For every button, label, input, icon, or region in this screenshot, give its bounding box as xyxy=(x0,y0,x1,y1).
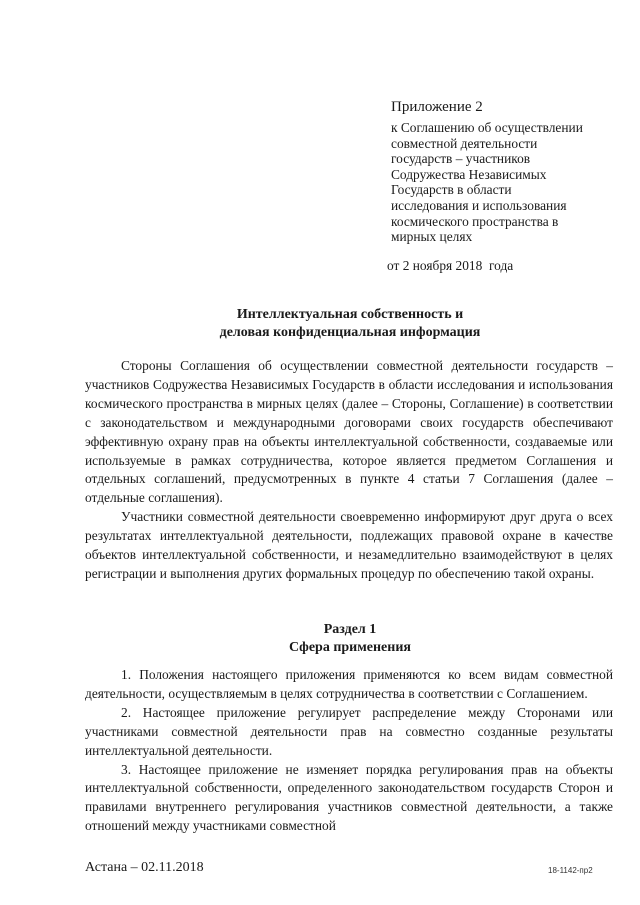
annex-date: от 2 ноября 2018 года xyxy=(387,258,514,273)
annex-line: Государств в области xyxy=(391,182,512,198)
paragraph: 3. Настоящее приложение не изменяет порядка регулирования прав на объекты интеллектуальной собственности, определенного законодательством государств Сторон и правилами внутреннего регулирования участников совместной деятельности, а также отношений между участниками совместной xyxy=(85,761,613,834)
document-title-line: деловая конфиденциальная информация xyxy=(219,325,481,340)
annex-line: исследования и использования xyxy=(391,197,567,213)
footer-place-date: Астана – 02.11.2018 xyxy=(85,860,204,875)
annex-title: Приложение 2 xyxy=(391,99,483,115)
annex-line: государств – участников xyxy=(391,151,531,167)
paragraph: 1. Положения настоящего приложения применяются ко всем видам совместной деятельности, осуществляемым в целях сотрудничества в соответствии с Соглашением. xyxy=(85,667,613,701)
section-text xyxy=(85,666,613,836)
annex-line: совместной деятельности xyxy=(391,135,538,151)
annex-line: Содружества Независимых xyxy=(391,166,547,182)
section-heading xyxy=(90,621,610,657)
annex-line: мирных целях xyxy=(391,229,473,245)
annex-line: к Соглашению об осуществлении xyxy=(391,120,583,135)
section-title: Сфера применения xyxy=(289,640,411,655)
annex-header xyxy=(391,98,621,245)
document-title xyxy=(90,306,610,342)
section-number: Раздел 1 xyxy=(323,622,377,637)
document-title-line: Интеллектуальная собственность и xyxy=(236,307,464,322)
footer-document-code: 18-1142-пр2 xyxy=(548,866,593,875)
paragraph: Участники совместной деятельности своевременно информируют друг друга о всех результатах интеллектуальной деятельности, подлежащих правовой охране в качестве объектов интеллектуальной собственности, и незамедлительно взаимодействуют в целях регистрации и выполнения других формальных процедур по обеспечению такой охраны. xyxy=(85,509,613,581)
paragraph: Стороны Соглашения об осуществлении совместной деятельности государств – участников Содружества Независимых Государств в области исследования и использования космического пространства в мирных целях (далее – Стороны, Соглашение) в соответствии с законодательством и международными договорами своих государств обеспечивают эффективную охрану прав на объекты интеллектуальной собственности, создаваемые или используемые в рамках сотрудничества, которое является предметом Соглашения и отдельных соглашений, предусмотренных в пункте 4 статьи 7 Соглашения (далее – отдельные соглашения). xyxy=(85,358,613,506)
annex-line: космического пространства в xyxy=(391,213,559,229)
intro-text xyxy=(85,357,613,584)
paragraph: 2. Настоящее приложение регулирует распределение между Сторонами или участниками совместной деятельности прав на совместно созданные результаты интеллектуальной деятельности. xyxy=(85,704,613,758)
